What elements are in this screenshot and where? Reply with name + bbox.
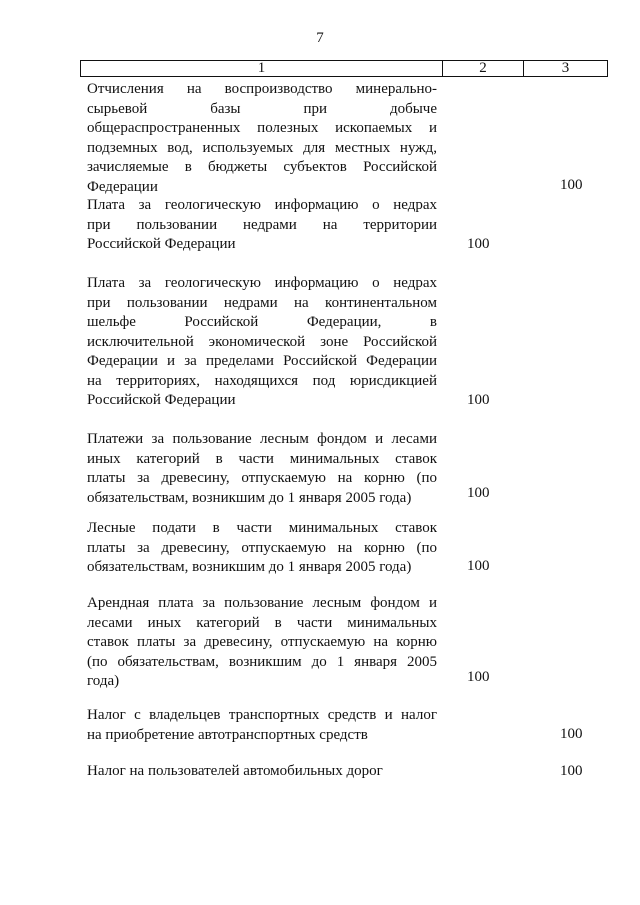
row-geo-info-shelf	[87, 274, 437, 411]
page-number: 7	[316, 30, 324, 46]
text-line: сырьевой базы при добыче	[87, 100, 437, 117]
table-header-row	[80, 60, 608, 77]
row-geo-info-shelf-col2: 100	[467, 392, 490, 408]
text-line: Лесные подати в части минимальных ставок	[87, 520, 437, 536]
text-line: обязательствам, возникшим до 1 января 2005 года)	[87, 489, 412, 506]
text-line: исключительной экономической зоне Российской	[87, 333, 437, 350]
text-line: Платежи за пользование лесным фондом и лесами	[87, 431, 437, 447]
text-line: общераспространенных полезных ископаемых и	[87, 120, 437, 136]
text-line: при пользовании недрами на территории	[87, 216, 437, 233]
row-forest-levies-col2: 100	[467, 558, 490, 574]
text-line: подземных вод, используемых для местных нужд,	[87, 139, 437, 156]
row-forest-payments	[87, 430, 437, 508]
row-vehicle-tax-col3: 100	[560, 726, 583, 742]
row-forest-rent-col2: 100	[467, 669, 490, 685]
row-mineral-reproduction	[87, 80, 437, 197]
text-line: шельфе Российской Федерации, в	[87, 314, 437, 330]
row-road-users-tax-col3: 100	[560, 763, 583, 779]
row-geo-info-territory	[87, 196, 437, 255]
text-line: Отчисления на воспроизводство минерально-	[87, 81, 437, 97]
text-line: зачисляемые в бюджеты субъектов Российской	[87, 159, 437, 175]
text-line: ставок платы за древесину, отпускаемую на корню	[87, 634, 437, 650]
header-col-2: 2	[443, 61, 524, 76]
text-line: иных категорий в части минимальных ставок	[87, 450, 437, 467]
row-forest-payments-col2: 100	[467, 485, 490, 501]
row-vehicle-tax	[87, 706, 437, 745]
text-line: Федерации	[87, 178, 158, 195]
text-line: лесами иных категорий в части минимальных	[87, 614, 437, 631]
text-line: Российской Федерации	[87, 236, 236, 252]
row-forest-rent	[87, 594, 437, 692]
text-line: на приобретение автотранспортных средств	[87, 726, 368, 743]
text-line: Налог на пользователей автомобильных дорог	[87, 763, 383, 779]
text-line: года)	[87, 673, 120, 689]
text-line: Плата за геологическую информацию о недрах	[87, 197, 437, 213]
row-forest-levies	[87, 519, 437, 578]
text-line: Налог с владельцев транспортных средств и налог	[87, 707, 437, 723]
text-line: обязательствам, возникшим до 1 января 2005 года)	[87, 559, 412, 575]
row-road-users-tax	[87, 762, 437, 782]
text-line: (по обязательствам, возникшим до 1 января 2005	[87, 653, 437, 670]
header-col-1: 1	[81, 61, 443, 76]
row-geo-info-territory-col2: 100	[467, 236, 490, 252]
text-line: Федерации и за пределами Российской Федерации	[87, 353, 437, 369]
text-line: Российской Федерации	[87, 392, 236, 408]
text-line: на территориях, находящихся под юрисдикцией	[87, 372, 437, 389]
text-line: при пользовании недрами на континентальном	[87, 294, 437, 311]
text-line: платы за древесину, отпускаемую на корню (по	[87, 470, 437, 486]
text-line: платы за древесину, отпускаемую на корню (по	[87, 539, 437, 556]
header-col-3: 3	[561, 60, 570, 76]
text-line: Арендная плата за пользование лесным фондом и	[87, 595, 437, 611]
text-line: Плата за геологическую информацию о недрах	[87, 275, 437, 291]
row-mineral-reproduction-col3: 100	[560, 177, 583, 193]
